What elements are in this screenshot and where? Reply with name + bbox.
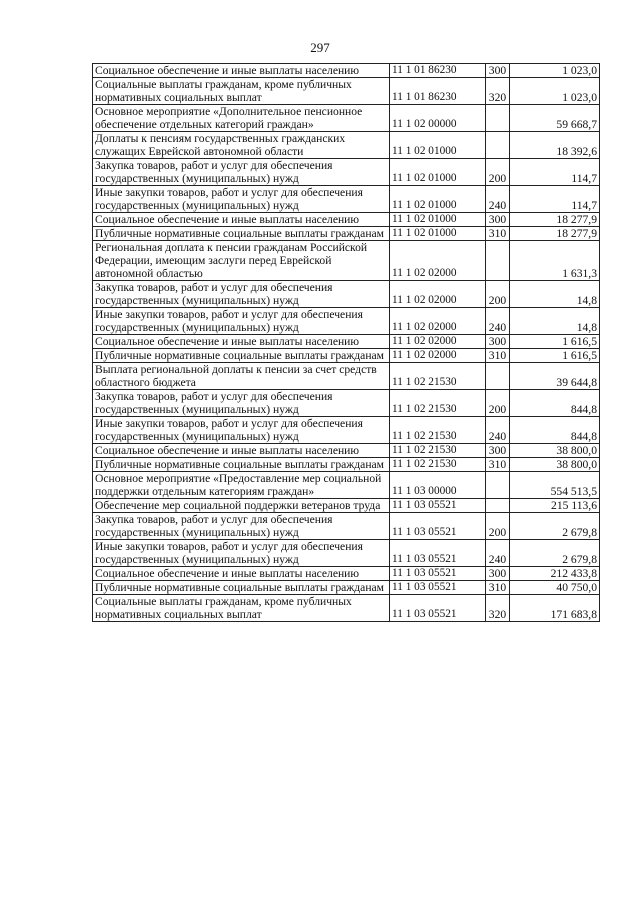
row-code: 11 1 02 00000 xyxy=(390,105,486,132)
row-sum: 18 277,9 xyxy=(510,213,600,227)
row-expense-type: 240 xyxy=(486,186,510,213)
row-name: Основное мероприятие «Дополнительное пенсионное обеспечение отдельных категорий граждан» xyxy=(93,105,390,132)
row-expense-type xyxy=(486,105,510,132)
budget-table xyxy=(92,63,600,622)
row-name: Социальные выплаты гражданам, кроме публичных нормативных социальных выплат xyxy=(93,78,390,105)
row-expense-type: 310 xyxy=(486,458,510,472)
row-sum: 14,8 xyxy=(510,308,600,335)
row-expense-type: 310 xyxy=(486,227,510,241)
row-expense-type: 300 xyxy=(486,567,510,581)
row-code: 11 1 02 21530 xyxy=(390,458,486,472)
row-expense-type: 240 xyxy=(486,540,510,567)
row-expense-type: 320 xyxy=(486,595,510,622)
table-row xyxy=(93,105,600,132)
row-name: Социальное обеспечение и иные выплаты населению xyxy=(93,567,390,581)
row-expense-type xyxy=(486,363,510,390)
table-row xyxy=(93,78,600,105)
row-sum: 554 513,5 xyxy=(510,472,600,499)
page-number: 297 xyxy=(310,40,330,55)
row-sum: 212 433,8 xyxy=(510,567,600,581)
row-name: Иные закупки товаров, работ и услуг для обеспечения государственных (муниципальных) нужд xyxy=(93,308,390,335)
row-expense-type: 200 xyxy=(486,281,510,308)
row-sum: 844,8 xyxy=(510,417,600,444)
row-sum: 844,8 xyxy=(510,390,600,417)
row-name: Социальное обеспечение и иные выплаты населению xyxy=(93,335,390,349)
row-sum: 40 750,0 xyxy=(510,581,600,595)
table-row xyxy=(93,281,600,308)
row-expense-type: 200 xyxy=(486,390,510,417)
row-sum: 2 679,8 xyxy=(510,540,600,567)
row-sum: 171 683,8 xyxy=(510,595,600,622)
row-sum: 1 616,5 xyxy=(510,349,600,363)
row-sum: 39 644,8 xyxy=(510,363,600,390)
table-row xyxy=(93,213,600,227)
table-row xyxy=(93,581,600,595)
row-sum: 59 668,7 xyxy=(510,105,600,132)
table-row xyxy=(93,64,600,78)
row-code: 11 1 01 86230 xyxy=(390,64,486,78)
row-code: 11 1 03 05521 xyxy=(390,581,486,595)
row-name: Закупка товаров, работ и услуг для обеспечения государственных (муниципальных) нужд xyxy=(93,281,390,308)
row-sum: 1 616,5 xyxy=(510,335,600,349)
row-sum: 114,7 xyxy=(510,186,600,213)
row-code: 11 1 03 05521 xyxy=(390,499,486,513)
row-expense-type xyxy=(486,472,510,499)
row-expense-type: 300 xyxy=(486,64,510,78)
row-name: Социальное обеспечение и иные выплаты населению xyxy=(93,444,390,458)
row-expense-type: 200 xyxy=(486,513,510,540)
row-code: 11 1 02 01000 xyxy=(390,186,486,213)
row-sum: 14,8 xyxy=(510,281,600,308)
row-code: 11 1 02 01000 xyxy=(390,213,486,227)
table-row xyxy=(93,540,600,567)
row-code: 11 1 02 02000 xyxy=(390,281,486,308)
row-code: 11 1 01 86230 xyxy=(390,78,486,105)
row-name: Социальное обеспечение и иные выплаты населению xyxy=(93,213,390,227)
row-name: Публичные нормативные социальные выплаты гражданам xyxy=(93,227,390,241)
row-name: Основное мероприятие «Предоставление мер социальной поддержки отдельным категориям граждан» xyxy=(93,472,390,499)
row-name: Обеспечение мер социальной поддержки ветеранов труда xyxy=(93,499,390,513)
row-sum: 1 631,3 xyxy=(510,241,600,281)
row-name: Публичные нормативные социальные выплаты гражданам xyxy=(93,581,390,595)
row-name: Закупка товаров, работ и услуг для обеспечения государственных (муниципальных) нужд xyxy=(93,513,390,540)
row-code: 11 1 03 05521 xyxy=(390,540,486,567)
row-expense-type: 300 xyxy=(486,444,510,458)
row-code: 11 1 02 01000 xyxy=(390,132,486,159)
row-sum: 2 679,8 xyxy=(510,513,600,540)
row-sum: 18 392,6 xyxy=(510,132,600,159)
row-expense-type: 240 xyxy=(486,308,510,335)
row-code: 11 1 02 02000 xyxy=(390,308,486,335)
row-sum: 1 023,0 xyxy=(510,64,600,78)
table-row xyxy=(93,241,600,281)
table-row xyxy=(93,595,600,622)
row-name: Закупка товаров, работ и услуг для обеспечения государственных (муниципальных) нужд xyxy=(93,390,390,417)
table-row xyxy=(93,567,600,581)
row-expense-type: 200 xyxy=(486,159,510,186)
row-sum: 38 800,0 xyxy=(510,458,600,472)
row-code: 11 1 02 02000 xyxy=(390,241,486,281)
row-expense-type: 310 xyxy=(486,581,510,595)
row-name: Социальное обеспечение и иные выплаты населению xyxy=(93,64,390,78)
budget-table-body xyxy=(93,64,600,622)
row-code: 11 1 03 05521 xyxy=(390,513,486,540)
row-code: 11 1 02 21530 xyxy=(390,417,486,444)
row-expense-type: 240 xyxy=(486,417,510,444)
row-name: Доплаты к пенсиям государственных гражданских служащих Еврейской автономной области xyxy=(93,132,390,159)
row-expense-type xyxy=(486,499,510,513)
row-sum: 215 113,6 xyxy=(510,499,600,513)
table-row xyxy=(93,417,600,444)
row-name: Иные закупки товаров, работ и услуг для обеспечения государственных (муниципальных) нужд xyxy=(93,540,390,567)
row-name: Иные закупки товаров, работ и услуг для обеспечения государственных (муниципальных) нужд xyxy=(93,186,390,213)
row-expense-type: 320 xyxy=(486,78,510,105)
row-name: Региональная доплата к пенсии гражданам Российской Федерации, имеющим заслуги перед Еврейской автономной областью xyxy=(93,241,390,281)
row-name: Публичные нормативные социальные выплаты гражданам xyxy=(93,349,390,363)
row-sum: 114,7 xyxy=(510,159,600,186)
table-row xyxy=(93,335,600,349)
table-row xyxy=(93,227,600,241)
row-sum: 38 800,0 xyxy=(510,444,600,458)
table-row xyxy=(93,513,600,540)
row-code: 11 1 02 21530 xyxy=(390,444,486,458)
row-name: Выплата региональной доплаты к пенсии за счет средств областного бюджета xyxy=(93,363,390,390)
table-row xyxy=(93,349,600,363)
row-expense-type: 300 xyxy=(486,335,510,349)
row-code: 11 1 02 01000 xyxy=(390,227,486,241)
table-row xyxy=(93,132,600,159)
table-row xyxy=(93,186,600,213)
row-name: Закупка товаров, работ и услуг для обеспечения государственных (муниципальных) нужд xyxy=(93,159,390,186)
row-code: 11 1 02 02000 xyxy=(390,349,486,363)
row-code: 11 1 03 00000 xyxy=(390,472,486,499)
row-code: 11 1 02 01000 xyxy=(390,159,486,186)
table-row xyxy=(93,363,600,390)
table-row xyxy=(93,458,600,472)
row-code: 11 1 02 21530 xyxy=(390,390,486,417)
row-expense-type xyxy=(486,132,510,159)
row-sum: 18 277,9 xyxy=(510,227,600,241)
table-row xyxy=(93,390,600,417)
table-row xyxy=(93,444,600,458)
table-row xyxy=(93,308,600,335)
row-code: 11 1 03 05521 xyxy=(390,567,486,581)
row-name: Социальные выплаты гражданам, кроме публичных нормативных социальных выплат xyxy=(93,595,390,622)
table-row xyxy=(93,499,600,513)
row-expense-type: 300 xyxy=(486,213,510,227)
table-row xyxy=(93,159,600,186)
row-expense-type xyxy=(486,241,510,281)
row-name: Иные закупки товаров, работ и услуг для обеспечения государственных (муниципальных) нужд xyxy=(93,417,390,444)
row-sum: 1 023,0 xyxy=(510,78,600,105)
table-row xyxy=(93,472,600,499)
row-expense-type: 310 xyxy=(486,349,510,363)
row-code: 11 1 02 21530 xyxy=(390,363,486,390)
row-name: Публичные нормативные социальные выплаты гражданам xyxy=(93,458,390,472)
row-code: 11 1 03 05521 xyxy=(390,595,486,622)
row-code: 11 1 02 02000 xyxy=(390,335,486,349)
